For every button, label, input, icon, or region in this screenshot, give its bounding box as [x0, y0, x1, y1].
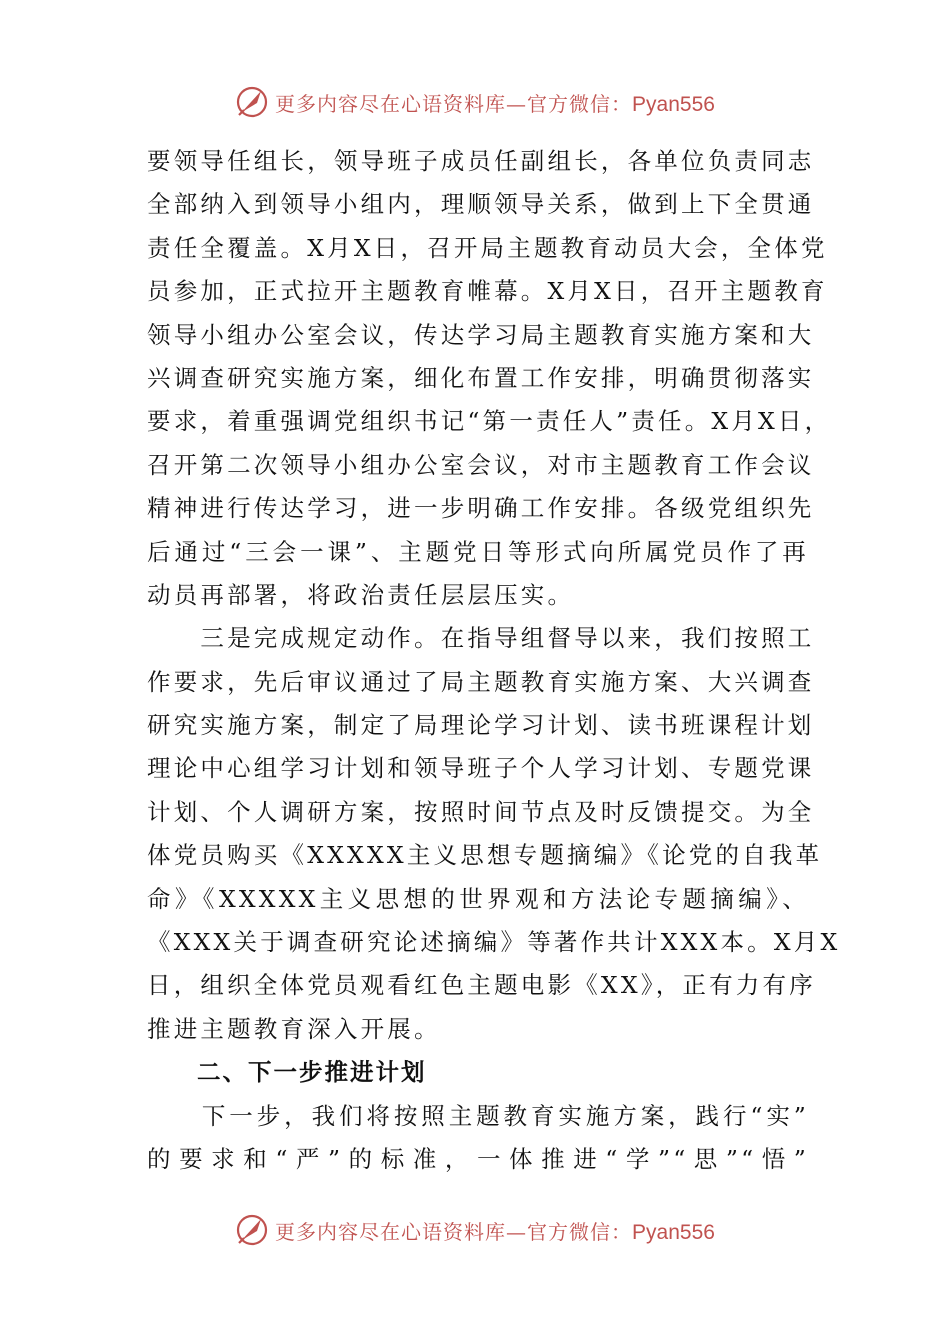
text-line: 责任全覆盖。X月X日，召开局主题教育动员大会，全体党 [147, 233, 828, 262]
text-line: 要领导任组长，领导班子成员任副组长，各单位负责同志 [147, 147, 815, 175]
text-line: 研究实施方案，制定了局理论学习计划、读书班课程计划 [147, 711, 815, 740]
text-line: 日，组织全体党员观看红色主题电影《XX》，正有力有序 [147, 971, 816, 1000]
watermark-text: 更多内容尽在心语资料库—官方微信：Pyan556 [275, 91, 715, 116]
text-line: 后通过“三会一课”、主题党日等形式向所属党员作了再 [147, 537, 809, 566]
text-line: 全部纳入到领导小组内，理顺领导关系，做到上下全贯通 [147, 190, 815, 219]
text-line: 要求，着重强调党组织书记“第一责任人”责任。X月X日， [147, 407, 832, 436]
watermark-wechat-id: Pyan556 [632, 1220, 715, 1244]
text-line: 员参加，正式拉开主题教育帷幕。X月X日，召开主题教育 [147, 277, 828, 306]
text-line: 的要求和“严”的标准，一体推进“学”“思”“悟” [147, 1144, 809, 1173]
text-line: 动员再部署，将政治责任层层压实。 [147, 580, 575, 609]
quill-logo-icon [235, 85, 269, 119]
text-line: 精神进行传达学习，进一步明确工作安排。各级党组织先 [147, 494, 815, 523]
text-line: 三是完成规定动作。在指导组督导以来，我们按照工 [147, 624, 815, 653]
footer-watermark [0, 1210, 950, 1250]
section-heading: 二、下一步推进计划 [197, 1058, 427, 1087]
text-line: 领导小组办公室会议，传达学习局主题教育实施方案和大 [147, 320, 815, 349]
quill-logo-icon [235, 1213, 269, 1247]
watermark-text: 更多内容尽在心语资料库—官方微信：Pyan556 [275, 1219, 715, 1244]
header-watermark [0, 82, 950, 122]
text-line: 兴调查研究实施方案，细化布置工作安排，明确贯彻落实 [147, 363, 815, 392]
text-line: 命》《XXXXX主义思想的世界观和方法论专题摘编》、 [147, 884, 809, 913]
text-line: 作要求，先后审议通过了局主题教育实施方案、大兴调查 [147, 667, 815, 696]
text-line: 召开第二次领导小组办公室会议，对市主题教育工作会议 [147, 450, 815, 479]
text-line: 推进主题教育深入开展。 [147, 1014, 441, 1043]
watermark-wechat-id: Pyan556 [632, 92, 715, 116]
document-body [147, 140, 841, 1181]
text-line: 体党员购买《XXXXX主义思想专题摘编》《论党的自我革 [147, 841, 823, 870]
text-line: 理论中心组学习计划和领导班子个人学习计划、专题党课 [147, 754, 815, 783]
text-line: 计划、个人调研方案，按照时间节点及时反馈提交。为全 [147, 797, 815, 826]
text-line: 《XXX关于调查研究论述摘编》等著作共计XXX本。X月X [147, 928, 841, 957]
text-line: 下一步，我们将按照主题教育实施方案，践行“实” [147, 1101, 809, 1130]
